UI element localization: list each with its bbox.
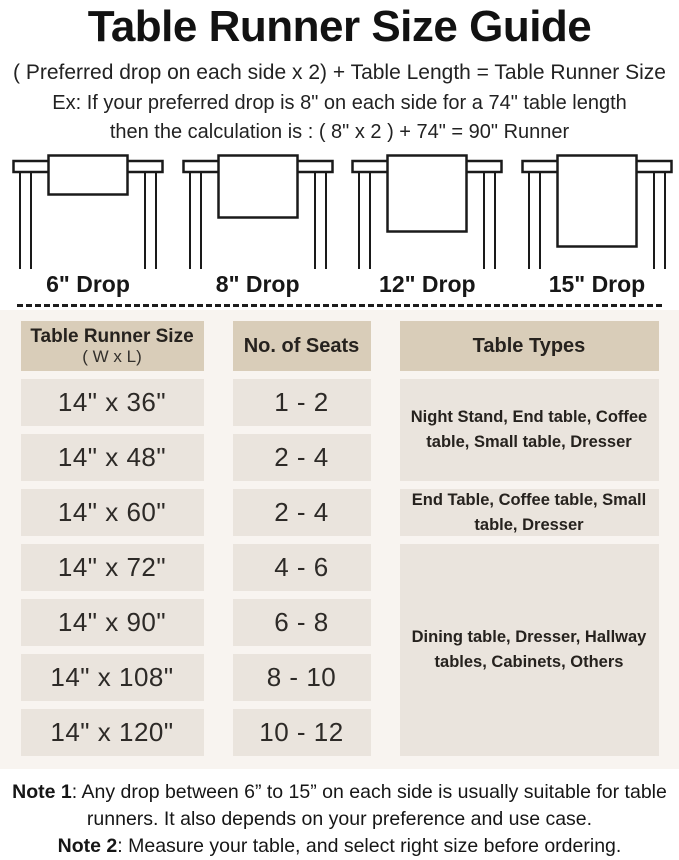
size-table-panel — [0, 310, 679, 769]
table-types-cell-small: Night Stand, End table, Coffee table, Small table, Dresser — [400, 379, 659, 481]
notes-section — [9, 779, 671, 860]
page-title: Table Runner Size Guide — [87, 2, 592, 51]
table-runner-diagram-15in — [521, 153, 673, 269]
drop-label-12in: 12" Drop — [379, 271, 476, 297]
seats-cell: 4 - 6 — [233, 544, 371, 591]
drop-label-15in: 15" Drop — [548, 271, 646, 297]
size-cell: 14" x 90" — [21, 599, 204, 646]
table-runner-diagram-8in — [182, 153, 334, 269]
note-2: Note 2: Measure your table, and select right size before ordering. — [57, 835, 622, 857]
runner-drop-rect — [388, 156, 467, 232]
size-header-title: Table Runner Size — [30, 326, 194, 347]
drop-label-6in: 6" Drop — [46, 271, 130, 297]
formula-text: ( Preferred drop on each side x 2) + Table Length = Table Runner Size — [13, 61, 666, 84]
column-header-size — [21, 321, 204, 371]
seats-cell: 10 - 12 — [233, 709, 371, 756]
runner-drop-rect — [49, 156, 128, 195]
seats-cell: 8 - 10 — [233, 654, 371, 701]
size-cell: 14" x 108" — [21, 654, 204, 701]
size-table — [0, 321, 679, 756]
seats-cell: 2 - 4 — [233, 434, 371, 481]
drop-label-8in: 8" Drop — [215, 271, 300, 297]
seats-cell: 6 - 8 — [233, 599, 371, 646]
example-line-1: Ex: If your preferred drop is 8" on each side for a 74" table length — [52, 92, 627, 114]
runner-drop-rect — [557, 156, 636, 247]
size-cell: 14" x 60" — [21, 489, 204, 536]
size-cell: 14" x 72" — [21, 544, 204, 591]
table-runner-diagram-6in — [12, 153, 164, 269]
size-cell: 14" x 36" — [21, 379, 204, 426]
table-runner-diagram-12in — [351, 153, 503, 269]
dashed-divider — [17, 304, 662, 307]
note-1: Note 1: Any drop between 6” to 15” on each side is usually suitable for table runners. It also depends on your preference and use case. — [12, 781, 667, 830]
table-types-cell-medium: End Table, Coffee table, Small table, Dresser — [400, 489, 659, 536]
drop-labels-row — [0, 269, 679, 298]
runner-drop-rect — [218, 156, 297, 218]
column-header-seats: No. of Seats — [233, 321, 371, 371]
example-line-2: then the calculation is : ( 8" x 2 ) + 74" = 90" Runner — [109, 121, 570, 143]
seats-cell: 2 - 4 — [233, 489, 371, 536]
table-types-cell-large: Dining table, Dresser, Hallway tables, Cabinets, Others — [400, 544, 659, 756]
seats-cell: 1 - 2 — [233, 379, 371, 426]
column-header-types: Table Types — [400, 321, 659, 371]
drop-diagrams — [0, 149, 679, 269]
size-header-subtitle: ( W x L) — [82, 347, 142, 366]
size-cell: 14" x 120" — [21, 709, 204, 756]
size-cell: 14" x 48" — [21, 434, 204, 481]
